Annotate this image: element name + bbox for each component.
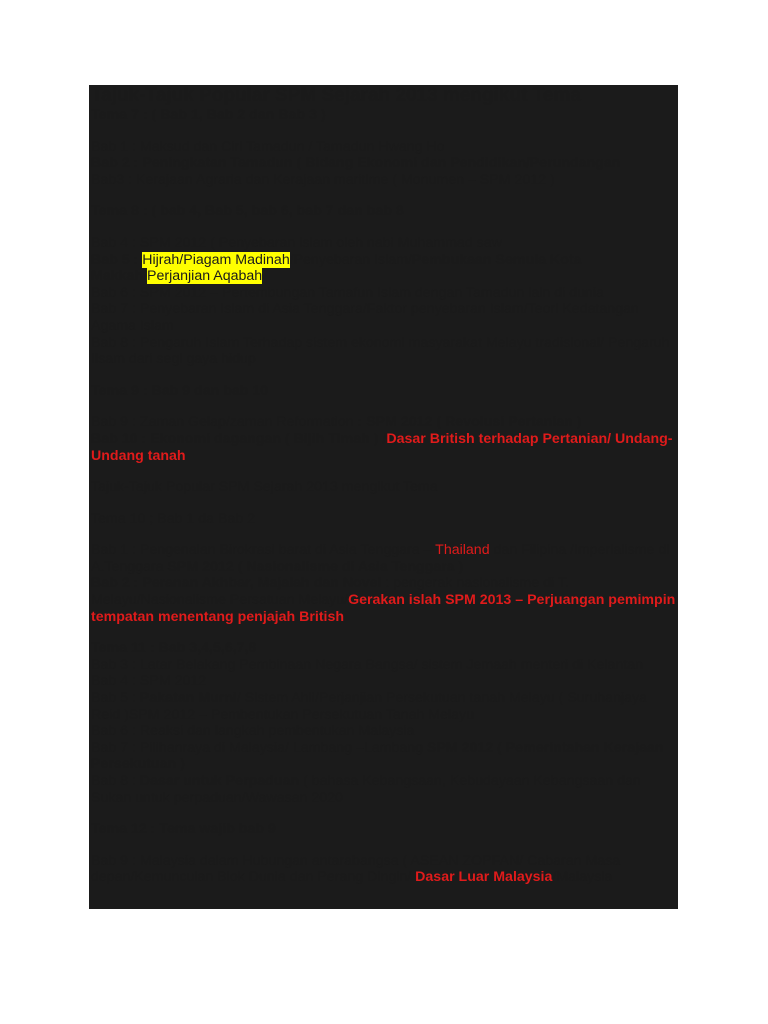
tema11-bab8: Bab 8 : Dasar untuk Perpaduan ( bahasa Kebangsaan, Kebudayaan Kebangsaan dan Sukan untuk perpaduan/Wawasan 2020 (91, 773, 641, 806)
tema8-bab6: Bab 6 : SPM 2012 – Pertembungan Tamafun Islam dengan Tamadun lain di dunia (91, 284, 604, 301)
tema9-bab9: Bab 9 : Zaman Gelap/zaman Reformation : SPM 2012 ( Revolusi Pertanian ) (91, 414, 582, 431)
tema9-heading: Tema 9 : Bab 9 dan bab 10 (91, 382, 269, 399)
tema11-bab3: Bab 3 : Latar Belakang Pembinaan Negara Bangsa/ sistem Jemaah menteri di Kelantan (91, 656, 644, 673)
tema8-heading: Tema 8 : ( bab 4, Bab 5, bab 6, bab 7 dan bab 8 (91, 203, 404, 220)
tema11-bab4: Bab 4 : SPM 2012 (91, 673, 207, 690)
tema7-bab2: Bab 2 : Peningkatan Tamadun ( Bidang Ekonomi dan Pendidikan/Perundangan (91, 155, 621, 172)
tema12-heading: Tema 12 : Tema wajib bab 9 (91, 821, 276, 838)
tema8-bab8: Bab 8 : Pengaruh Islam Terhadap sistem ekonomi masyarakat Melayu tradisional/ Pengaruh Ilsam dari segi gaya hidup (91, 334, 670, 368)
tema7-heading: Tema 7 : ( Bab 1, Bab 2 dan Bab 3 ) (91, 107, 326, 123)
tema8-bab7: Bab 7 : Penyebaran Islam di Asia Tenggara/Faktor penyebaran Islam/Teori Kedatangan Agama Islam (91, 301, 639, 334)
tema11-bab7: Bab 7 : Pilihanraya di Malaysia/ Lambang –Lambang SPM 2012 ( Pemerintahan Kerajaan Persekutuan ) (91, 739, 664, 773)
tema11-bab5: Bab 5 : Pakatan Murni/ Sistem Ahli/Perjanjian Persekutuan tanah Melayu ( Suruhanjaya Reid )SPM 2012 – Pembentukan Persekutuan Tanah Melayu (91, 690, 647, 723)
tema11-bab6: Bab 6 : Reaksi dan langkah pembentukan Malaysia (91, 723, 415, 740)
tema7-bab3: Bab3 : Kerajaan Agraria dan Kerajaan maritime ( Monumen – SPM 2012 ) (91, 171, 555, 188)
tema10-bab2: Bab 2 : Peranan Akhbar, Majalah dan Novel : pengerak nasionalisme di T. Melayu/Nasionalisme Persatuan Melayu/Gerakan islah SPM 2013 – Perjuangan pemimpin tempatan menentang penjajah British (91, 575, 676, 625)
tema10-heading: Tema 10 ; Bab 1 da Bab 2 (91, 510, 256, 527)
tema11-heading: Tema 11 : Bab 3,4,5,6,7,8 (91, 640, 257, 657)
repeat-title: Tajuk-Tajuk Popular SPM Sejarah 2013 mengikut Tema (91, 479, 438, 496)
tema7-bab1: Bab 1 : Maksud dan Ciri Tamadun / Tamadun Hwang Ho (91, 138, 445, 155)
tema8-bab4: Bab 4 : SPM 2012 ( Penyebaran islam oleh nabi Muhammad saw (91, 234, 502, 251)
highlight-hijrah: Hijrah/Piagam Madinah (142, 251, 290, 268)
highlight-aqabah: Perjanjian Aqabah (147, 268, 263, 285)
tema9-bab10: Bab 10 : Ekonomi dagangan ( Bijih Timah ) /Dasar British terhadap Pertanian/ Undang-Undang tanah (91, 430, 673, 464)
tema8-bab5: Bab 5 : Hijrah/Piagam Madinah/Penyebaran Islam/Pembukaan Semula Kota Makkah/Perjanjian Aqabah (91, 251, 582, 285)
document-title: Tajuk-Tajuk Popular SPM Sejarah 2013 mengikut Tema (91, 85, 581, 106)
document-page (89, 85, 678, 909)
tema12-bab9: Bab 9 : Malaysia dalam Hubungan antarabangsa ( ASEAN ZOPFAN/ Cabaran Masa depan/Kemunculan Blok Dunia dan Perang Dingin/ Dasar Luar Malaysia/Malaysia (91, 852, 621, 886)
tema10-bab1: Bab 1 : Pengenalan Birokrasi barat di Asia Tenggara – Thailand dan Filipina /Imperialisme di A.Tenggara SPM 2012 ( Nasionalisme di Asia Tenggara ) (91, 542, 670, 575)
